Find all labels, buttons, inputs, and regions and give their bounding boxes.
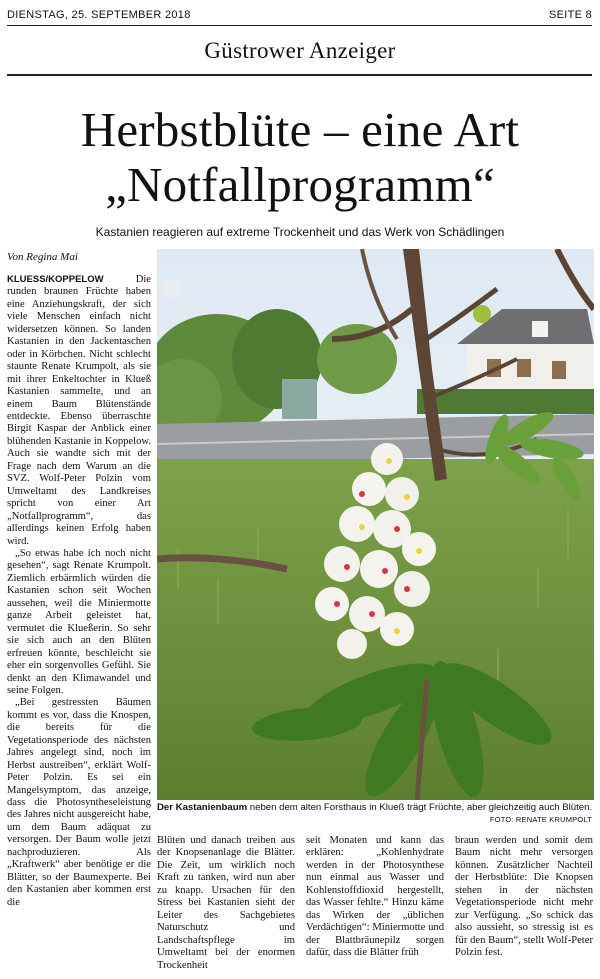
article-column-4 — [455, 835, 593, 977]
page-header — [7, 7, 592, 23]
caption-text: neben dem alten Forsthaus in Klueß trägt Früchte, aber gleichzeitig auch Blüten. — [247, 802, 593, 813]
headline-line-2: „Notfallprogramm“ — [105, 157, 495, 212]
photo-caption — [157, 802, 594, 814]
article-photo — [157, 249, 594, 800]
article-subheadline: Kastanien reagieren auf extreme Trockenheit und das Werk von Schädlingen — [95, 225, 505, 239]
article-column-1 — [7, 274, 151, 974]
photo-credit: FOTO: RENATE KRUMPOLT — [489, 815, 592, 824]
caption-lead: Der Kastanienbaum — [157, 802, 248, 813]
newspaper-name: Güstrower Anzeiger — [204, 38, 396, 63]
dateline: KLUESS/KOPPELOW — [7, 274, 104, 285]
paragraph-1 — [7, 274, 151, 548]
masthead-rule — [7, 74, 592, 76]
article-column-2 — [157, 835, 295, 977]
article-column-3 — [306, 835, 444, 977]
paragraph-3: „Bei gestressten Bäumen kommt es vor, dass die Knospen, die bereits für die Vegetationsperiode des nächsten Jahres angelegt sind, noch im Herbst austreiben“, erklärt Wolf-Peter Polzin. Es sei ein Mangelsymptom, das anzeige, dass die Photosyntheseleistung des Jahres nicht ausgereicht habe, um dem Baum adäquat zu versorgen. Der Baum wolle jetzt nachproduzieren. Als „Kraftwerk“ aber benötige er die Blätter, so der Baumexperte. Bei den Kastanien aber kommen erst die — [7, 697, 151, 908]
paragraph-1-text: Die runden braunen Früchte haben eine Anziehungskraft, der sich viele Menschen einfach nicht widersetzen können. So landen Kastanien in den Jackentaschen oder in Körbchen. Nicht schlecht staunte Renate Krumpolt, als sie mit ihrer Enkeltochter in Klueß Kastanien sammelte, und an einem Baum Blütenstände entdeckte. Ebenso überraschte Birgit Kaspar der Anblick einer blühenden Kastanie in Koppelow. Auch sie wandte sich mit der Frage nach dem Warum an die SVZ. Wolf-Peter Polzin vom Umweltamt des Landkreises spricht von einer Art „Notfallprogramm“, das allerdings keinen Erfolg haben wird. — [7, 274, 151, 547]
byline: Von Regina Mai — [7, 251, 78, 263]
article-headline — [0, 102, 600, 212]
column-2-text: Blüten und danach treiben aus der Knopsenanlage die Blätter. Die Zeit, um wirklich noch Kraft zu tanken, wird nun aber zu knapp. Ursachen für den Stress bei Kastanien sieht der Leiter des Sachgebietes Naturschutz und Landschaftspflege im Umweltamt bei der enormen Trockenheit — [157, 835, 295, 971]
column-4-text: braun werden und somit dem Baum nicht mehr versorgen können. Zusätzlicher Nachteil der Herbstblüte: Die Knopsen stehen in der nächsten Vegetationsperiode nicht mehr zur Verfügung. „So schick das also aussieht, so stressig ist es für den Baum“, stellt Wolf-Peter Polzin fest. — [455, 835, 593, 959]
headline-line-1: Herbstblüte – eine Art — [80, 102, 520, 157]
issue-date: DIENSTAG, 25. SEPTEMBER 2018 — [7, 9, 191, 21]
chestnut-tree-photo — [157, 249, 594, 800]
page-number: SEITE 8 — [548, 9, 592, 21]
paragraph-2: „So etwas habe ich noch nicht gesehen“, sagt Renate Krumpolt. Ziemlich erbärmlich würden die Kastanien schon seit Wochen aussehen, weil die Miniermotte ganze Arbeit geleistet hat, vermutet die Klueßerin. So sehr sie sich auch an den Blüten erfreuen könnte, beschleicht sie eher ein sorgenvolles Gefühl. Sie denkt an den Klimawandel und seine Folgen. — [7, 547, 151, 696]
column-3-text: seit Monaten und kann das erklären: „Kohlenhydrate werden in der Photosynthese nun einmal aus Wasser und Kohlenstoffdioxid hergestellt, das Wasser fehlte.“ Hinzu käme das Wirken der „üblichen Verdächtigen“: Miniermotte und der Blattbräunepilz sorgen dafür, dass die Blätter früh — [306, 835, 444, 959]
header-rule — [7, 25, 592, 26]
